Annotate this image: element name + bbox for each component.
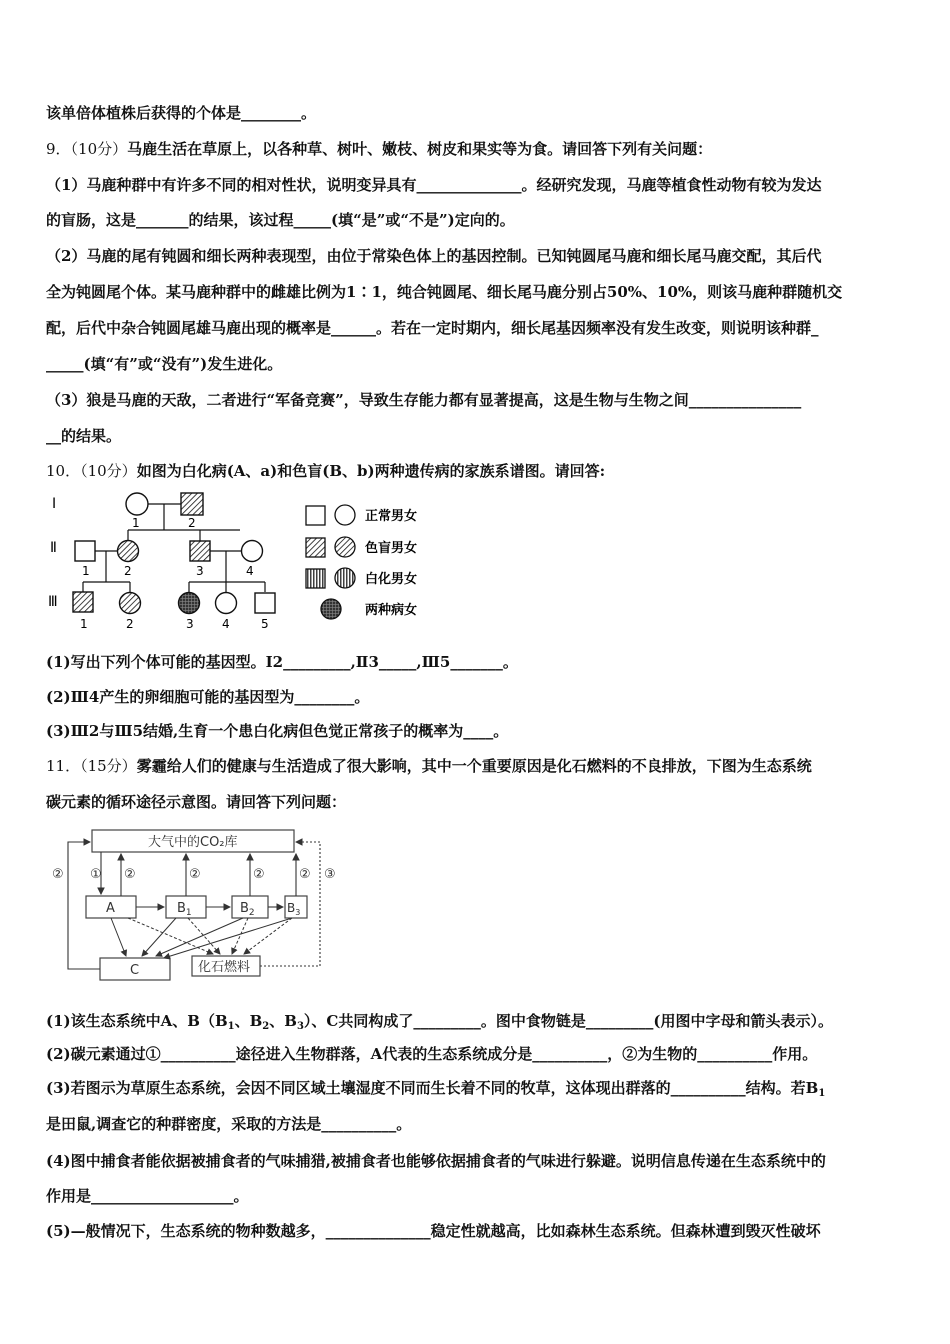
generation-label: Ⅲ xyxy=(48,594,58,610)
text-line: __的结果。 xyxy=(46,427,122,445)
individual-III1 xyxy=(73,592,93,612)
box-label: 化石燃料 xyxy=(198,960,251,975)
text-line: 配，后代中杂合钝圆尾雄马鹿出现的概率是______。若在一定时期内，细长尾基因频率没有发生改变，则说明该种群_ xyxy=(46,319,819,337)
text-segment: 、B xyxy=(269,1012,297,1030)
pedigree-chart xyxy=(40,486,460,636)
text-line: （2）马鹿的尾有钝圆和细长两种表现型，由位于常染色体上的基因控制。已知钝圆尾马鹿和细长尾马鹿交配，其后代 xyxy=(46,247,822,265)
text-line: （3）狼是马鹿的天敌，二者进行“军备竞赛”，导致生存能力都有显著提高，这是生物与生物之间_______________ xyxy=(46,391,802,409)
legend-colorblind-male xyxy=(306,538,325,557)
path-mark: ② xyxy=(189,867,201,882)
text-line: (1)写出下列个体可能的基因型。Ⅰ2_________,Ⅱ3_____,Ⅲ5_______。 xyxy=(46,653,518,671)
legend-albino-female xyxy=(335,568,355,588)
box-label: $B_2$ xyxy=(240,901,255,918)
box-label: C xyxy=(130,963,140,978)
id-label: 1 xyxy=(132,516,140,530)
id-label: 1 xyxy=(80,617,88,631)
path-mark: ① xyxy=(90,867,102,882)
id-label: 5 xyxy=(261,617,269,631)
text-line xyxy=(46,1011,904,1037)
box-label: $B_3$ xyxy=(287,901,301,917)
text-line: 碳元素的循环途径示意图。请回答下列问题： xyxy=(46,793,347,811)
legend-label: 白化男女 xyxy=(365,572,418,587)
text-segment: (3)若图示为草原生态系统，会因不同区域土壤湿度不同而生长着不同的牧草，这体现出群落的__________结构。若B xyxy=(46,1079,819,1097)
question-11-header xyxy=(46,756,904,776)
box-label: $B_1$ xyxy=(177,901,192,918)
question-number: 11．（15分） xyxy=(46,757,137,775)
text-line xyxy=(46,1078,904,1104)
individual-III2 xyxy=(120,593,141,614)
individual-III3 xyxy=(179,593,200,614)
legend-both-female xyxy=(321,599,341,619)
id-label: 3 xyxy=(186,617,194,631)
question-10-header xyxy=(46,461,904,481)
id-label: 3 xyxy=(196,564,204,578)
id-label: 2 xyxy=(188,516,196,530)
text-line: (5)—般情况下，生态系统的物种数越多，______________稳定性就越高，比如森林生态系统。但森林遭到毁灭性破坏 xyxy=(46,1222,821,1240)
subscript: 3 xyxy=(296,1021,304,1032)
text-line: 该单倍体植株后获得的个体是________。 xyxy=(46,104,317,122)
text-line: 是田鼠,调查它的种群密度，采取的方法是__________。 xyxy=(46,1115,412,1133)
legend-label: 色盲男女 xyxy=(365,541,418,556)
text-line: （1）马鹿种群中有许多不同的相对性状，说明变异具有______________。经研究发现，马鹿等植食性动物有较为发达 xyxy=(46,176,822,194)
text-line: (2)碳元素通过①__________途径进入生物群落，A代表的生态系统成分是__________，②为生物的__________作用。 xyxy=(46,1045,818,1063)
text-line: (3)Ⅲ2与Ⅲ5结婚,生育一个患白化病但色觉正常孩子的概率为____。 xyxy=(46,722,509,740)
path-mark: ② xyxy=(253,867,265,882)
atmosphere-label: 大气中的CO₂库 xyxy=(148,835,238,850)
legend-normal-female xyxy=(335,505,355,525)
subscript: 1 xyxy=(227,1021,235,1032)
path-mark: ② xyxy=(52,867,64,882)
id-label: 4 xyxy=(222,617,230,631)
individual-I1 xyxy=(126,493,148,515)
text-line: (2)Ⅲ4产生的卵细胞可能的基因型为________。 xyxy=(46,688,370,706)
text-segment: (1)该生态系统中A、B（B xyxy=(46,1012,228,1030)
generation-label: Ⅰ xyxy=(52,496,57,512)
subscript: 2 xyxy=(262,1021,270,1032)
generation-label: Ⅱ xyxy=(50,540,57,556)
legend-label: 正常男女 xyxy=(365,509,418,524)
individual-II2 xyxy=(118,541,139,562)
question-stem: 马鹿生活在草原上，以各种草、树叶、嫩枝、树皮和果实等为食。请回答下列有关问题： xyxy=(127,140,713,158)
question-number: 10．（10分） xyxy=(46,462,137,480)
carbon-cycle-diagram xyxy=(48,824,348,984)
id-label: 2 xyxy=(124,564,132,578)
text-line: (4)图中捕食者能依据被捕食者的气味捕猎,被捕食者也能够依据捕食者的气味进行躲避。说明信息传递在生态系统中的 xyxy=(46,1152,826,1170)
id-label: 2 xyxy=(126,617,134,631)
individual-I2 xyxy=(181,493,203,515)
individual-III5 xyxy=(255,593,275,613)
text-segment: ）、C共同构成了_________。图中食物链是_________(用图中字母和箭头表示）。 xyxy=(303,1012,833,1030)
text-line: 的盲肠，这是_______的结果，该过程_____(填“是”或“不是”)定向的。 xyxy=(46,211,515,229)
subscript: 1 xyxy=(818,1088,826,1099)
id-label: 1 xyxy=(82,564,90,578)
box-label: A xyxy=(106,901,115,916)
individual-II3 xyxy=(190,541,210,561)
id-label: 4 xyxy=(246,564,254,578)
legend-albino-male xyxy=(306,569,325,588)
question-9-header xyxy=(46,139,904,159)
text-line: _____(填“有”或“没有”)发生进化。 xyxy=(46,355,283,373)
individual-II1 xyxy=(75,541,95,561)
path-mark: ③ xyxy=(324,867,336,882)
legend-label: 两种病女 xyxy=(365,603,418,618)
individual-II4 xyxy=(242,541,263,562)
path-mark: ② xyxy=(299,867,311,882)
question-stem: 如图为白化病(A、a)和色盲(B、b)两种遗传病的家族系谱图。请回答: xyxy=(136,462,606,480)
legend-normal-male xyxy=(306,506,325,525)
legend-colorblind-female xyxy=(335,537,355,557)
individual-III4 xyxy=(216,593,237,614)
text-line: 全为钝圆尾个体。某马鹿种群中的雌雄比例为1∶1，纯合钝圆尾、细长尾马鹿分别占50%、10%，则该马鹿种群随机交 xyxy=(46,283,843,301)
text-segment: 、B xyxy=(234,1012,263,1030)
text-line: 作用是___________________。 xyxy=(46,1187,249,1205)
question-number: 9．（10分） xyxy=(46,140,128,158)
question-stem: 雾霾给人们的健康与生活造成了很大影响，其中一个重要原因是化石燃料的不良排放，下图为生态系统 xyxy=(136,757,812,775)
path-mark: ② xyxy=(124,867,136,882)
